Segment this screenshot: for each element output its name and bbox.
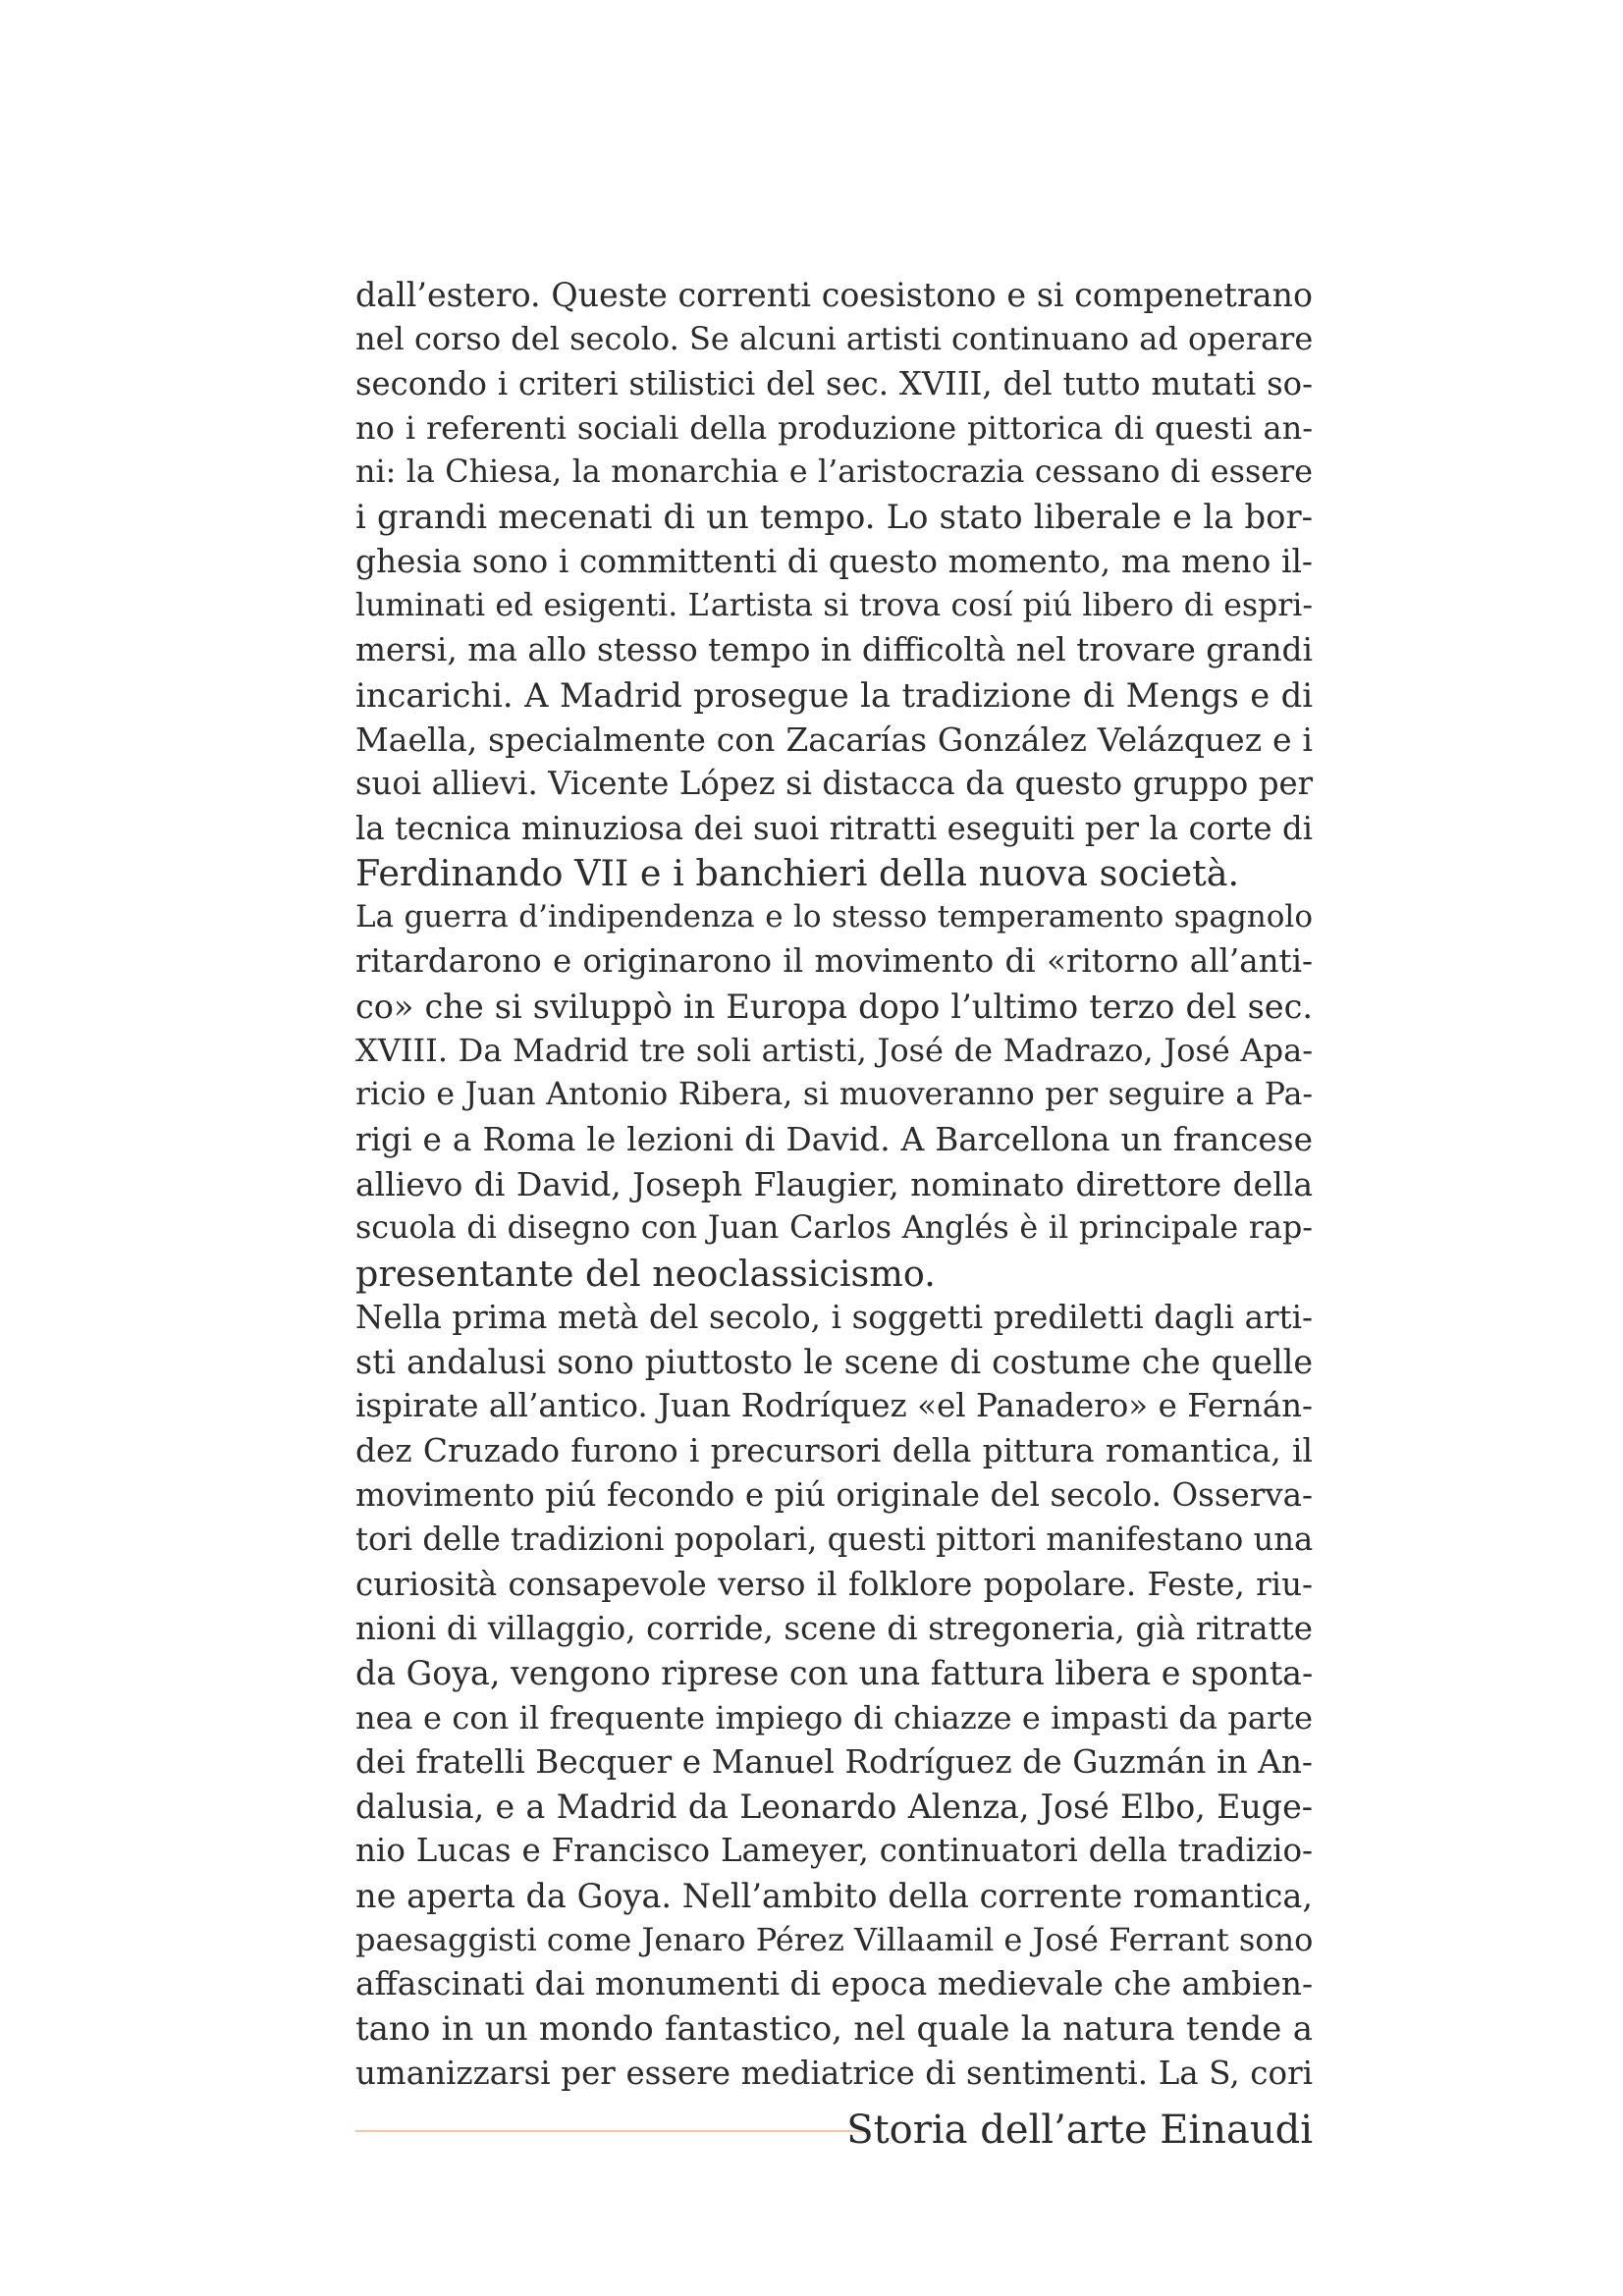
text-line: sti andalusi sono piuttosto le scene di costume che quelle <box>355 1343 1313 1382</box>
text-line: affascinati dai monumenti di epoca medievale che ambien- <box>355 1965 1314 2003</box>
text-line: ni: la Chiesa, la monarchia e l’aristocrazia cessano di essere <box>355 454 1313 491</box>
text-line: umanizzarsi per essere mediatrice di sentimenti. La S, cori <box>355 2054 1313 2092</box>
text-line: Ferdinando VII e i banchieri della nuova società. <box>355 851 1240 894</box>
text-line: nea e con il frequente impiego di chiazze e impasti da parte <box>355 1698 1313 1736</box>
text-line: no i referenti sociali della produzione pittorica di questi an- <box>355 408 1313 447</box>
text-line: suoi allievi. Vicente López si distacca da questo gruppo per <box>355 765 1313 803</box>
text-line: i grandi mecenati di un tempo. Lo stato liberale e la bor- <box>355 498 1313 537</box>
text-line: nioni di villaggio, corride, scene di stregoneria, già ritratte <box>355 1609 1313 1647</box>
text-line: ritardarono e originarono il movimento di «ritorno all’anti- <box>355 942 1313 981</box>
text-line: ne aperta da Goya. Nell’ambito della corrente romantica, <box>355 1876 1313 1915</box>
text-line: tori delle tradizioni popolari, questi pittori manifestano una <box>355 1521 1314 1559</box>
text-line: nio Lucas e Francisco Lameyer, continuatori della tradizio- <box>355 1832 1313 1870</box>
text-line: ricio e Juan Antonio Ribera, si muoveranno per seguire a Pa- <box>355 1077 1313 1113</box>
text-line: incarichi. A Madrid prosegue la tradizione di Mengs e di <box>355 675 1313 715</box>
text-line: allievo di David, Joseph Flaugier, nominato direttore della <box>355 1164 1313 1203</box>
text-line: curiosità consapevole verso il folklore popolare. Feste, riu- <box>355 1565 1313 1603</box>
text-line: nel corso del secolo. Se alcuni artisti continuano ad operare <box>355 320 1314 358</box>
text-line: mersi, ma allo stesso tempo in difficoltà nel trovare grandi <box>355 631 1313 669</box>
publication-title: Storia dell’arte Einaudi <box>846 2108 1313 2153</box>
text-line: dei fratelli Becquer e Manuel Rodríguez de Guzmán in An- <box>355 1742 1313 1781</box>
footer-rule <box>355 2130 869 2132</box>
text-line: paesaggisti come Jenaro Pérez Villaamil e José Ferrant sono <box>355 1920 1314 1958</box>
text-line: scuola di disegno con Juan Carlos Anglés è il principale rap- <box>355 1210 1313 1247</box>
text-line: co» che si sviluppò in Europa dopo l’ultimo terzo del sec. <box>355 987 1313 1026</box>
text-line: movimento piú fecondo e piú originale del secolo. Osserva- <box>355 1476 1313 1515</box>
text-line: ghesia sono i committenti di questo momento, ma meno il- <box>355 542 1313 580</box>
page-body <box>355 273 1313 2096</box>
text-line: Nella prima metà del secolo, i soggetti prediletti dagli arti- <box>355 1298 1313 1336</box>
text-line: dalusia, e a Madrid da Leonardo Alenza, José Elbo, Euge- <box>355 1788 1313 1827</box>
text-line: dall’estero. Queste correnti coesistono e si compenetrano <box>355 276 1313 314</box>
text-line: luminati ed esigenti. L’artista si trova cosí piú libero di espri- <box>355 588 1313 624</box>
page-footer <box>355 2101 1313 2160</box>
text-line: tano in un mondo fantastico, nel quale la natura tende a <box>355 2008 1313 2049</box>
text-line: La guerra d’indipendenza e lo stesso temperamento spagnolo <box>355 899 1313 935</box>
text-line: da Goya, vengono riprese con una fattura libera e sponta- <box>355 1654 1314 1693</box>
text-line: ispirate all’antico. Juan Rodríquez «el Panadero» e Fernán- <box>355 1387 1313 1425</box>
text-line: dez Cruzado furono i precursori della pittura romantica, il <box>355 1431 1313 1469</box>
text-line: XVIII. Da Madrid tre soli artisti, José de Madrazo, José Apa- <box>355 1032 1313 1070</box>
text-line: secondo i criteri stilistici del sec. XVIII, del tutto mutati so- <box>355 364 1313 402</box>
text-line: rigi e a Roma le lezioni di David. A Barcellona un francese <box>355 1120 1313 1158</box>
text-line: presentante del neoclassicismo. <box>355 1252 936 1295</box>
text-line: Maella, specialmente con Zacarías González Velázquez e i <box>355 720 1313 759</box>
text-line: la tecnica minuziosa dei suoi ritratti eseguiti per la corte di <box>355 809 1313 847</box>
